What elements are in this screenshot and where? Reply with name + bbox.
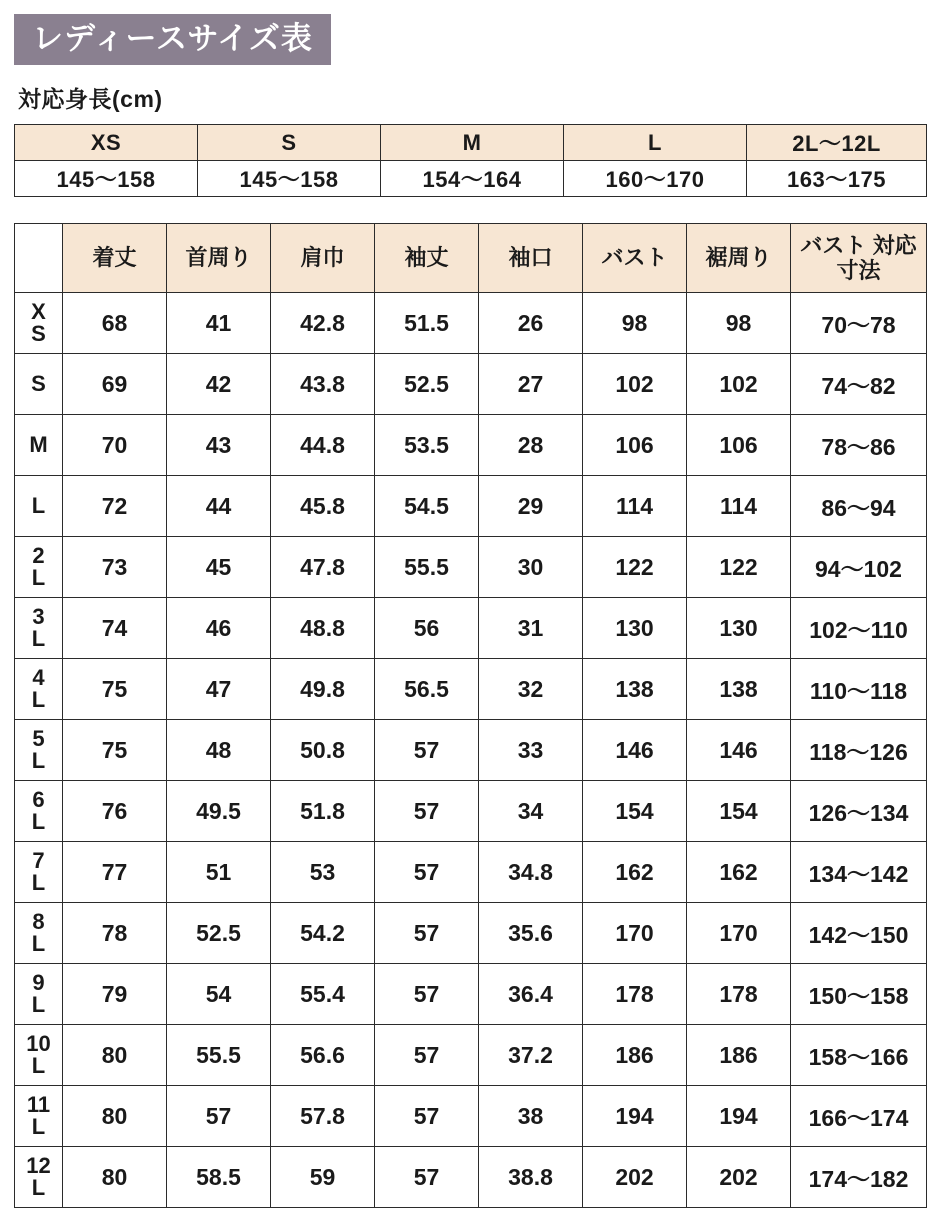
measurement-cell: 57 — [375, 1025, 479, 1086]
table-row — [15, 903, 927, 964]
measurement-cell: 53 — [271, 842, 375, 903]
measurement-cell: 57 — [375, 720, 479, 781]
measurement-cell: 122 — [687, 537, 791, 598]
measurement-cell: 146 — [583, 720, 687, 781]
measurement-cell: 51.5 — [375, 293, 479, 354]
measurement-cell: 80 — [63, 1086, 167, 1147]
measurement-cell: 56.5 — [375, 659, 479, 720]
table-row — [15, 1025, 927, 1086]
measurement-cell: 57.8 — [271, 1086, 375, 1147]
measurement-cell: 98 — [583, 293, 687, 354]
measurement-cell: 51 — [167, 842, 271, 903]
table-row — [15, 720, 927, 781]
height-size-cell: M — [381, 125, 564, 161]
measurement-cell: 80 — [63, 1147, 167, 1208]
measurement-cell: 45.8 — [271, 476, 375, 537]
row-header-size-line: 2 — [32, 543, 45, 568]
measurement-cell: 69 — [63, 354, 167, 415]
height-range-cell: 145〜158 — [198, 161, 381, 197]
measurement-cell: 154 — [687, 781, 791, 842]
measurement-cell: 178 — [687, 964, 791, 1025]
measurement-cell: 52.5 — [375, 354, 479, 415]
row-header-size — [15, 293, 63, 354]
height-table — [14, 124, 927, 197]
column-header-kubimawari: 首周り — [167, 224, 271, 293]
table-row — [15, 537, 927, 598]
row-header-size-line: L — [31, 1175, 46, 1200]
column-header-bust-taiousunpou — [791, 224, 927, 293]
table-row — [15, 476, 927, 537]
measurement-cell: 30 — [479, 537, 583, 598]
row-header-size-line: L — [31, 687, 46, 712]
measurement-cell: 33 — [479, 720, 583, 781]
measurement-cell: 49.8 — [271, 659, 375, 720]
row-header-size — [15, 354, 63, 415]
measurement-cell: 48.8 — [271, 598, 375, 659]
measurement-cell: 51.8 — [271, 781, 375, 842]
height-size-cell: S — [198, 125, 381, 161]
row-header-size-line: 10 — [26, 1031, 51, 1056]
row-header-size-line: L — [31, 748, 46, 773]
measurement-cell: 170 — [687, 903, 791, 964]
measurement-cell: 77 — [63, 842, 167, 903]
table-row — [15, 598, 927, 659]
measurement-cell: 42.8 — [271, 293, 375, 354]
measurement-cell: 43 — [167, 415, 271, 476]
row-header-size-line: 5 — [32, 726, 45, 751]
measurement-cell: 146 — [687, 720, 791, 781]
row-header-size-line: M — [29, 432, 48, 457]
row-header-size-line: 6 — [32, 787, 45, 812]
measurement-cell: 94〜102 — [791, 537, 927, 598]
measurement-cell: 202 — [583, 1147, 687, 1208]
row-header-size-line: 3 — [32, 604, 45, 629]
measurement-cell: 57 — [375, 842, 479, 903]
measurement-cell: 45 — [167, 537, 271, 598]
row-header-size — [15, 1147, 63, 1208]
measurement-cell: 75 — [63, 659, 167, 720]
measurement-cell: 38.8 — [479, 1147, 583, 1208]
row-header-size-line: L — [31, 626, 46, 651]
measurement-cell: 58.5 — [167, 1147, 271, 1208]
row-header-size — [15, 1086, 63, 1147]
measurement-cell: 178 — [583, 964, 687, 1025]
row-header-size-line: L — [31, 565, 46, 590]
measurement-cell: 57 — [375, 1086, 479, 1147]
row-header-size — [15, 720, 63, 781]
measurement-cell: 138 — [583, 659, 687, 720]
measurement-cell: 134〜142 — [791, 842, 927, 903]
measurement-cell: 27 — [479, 354, 583, 415]
measurement-cell: 158〜166 — [791, 1025, 927, 1086]
measurement-cell: 57 — [375, 1147, 479, 1208]
table-row — [15, 1086, 927, 1147]
measurement-cell: 186 — [687, 1025, 791, 1086]
bust-head-line1: バスト — [800, 232, 867, 258]
height-size-cell: XS — [15, 125, 198, 161]
measurement-cell: 162 — [687, 842, 791, 903]
measurement-cell: 102 — [583, 354, 687, 415]
measurement-cell: 170 — [583, 903, 687, 964]
measurement-cell: 44 — [167, 476, 271, 537]
measurement-cell: 150〜158 — [791, 964, 927, 1025]
measurement-cell: 162 — [583, 842, 687, 903]
measurement-cell: 59 — [271, 1147, 375, 1208]
table-row — [15, 964, 927, 1025]
height-range-cell: 160〜170 — [564, 161, 747, 197]
measurement-cell: 32 — [479, 659, 583, 720]
row-header-size — [15, 537, 63, 598]
column-header-katahaba: 肩巾 — [271, 224, 375, 293]
measurement-cell: 56.6 — [271, 1025, 375, 1086]
measurement-cell: 47.8 — [271, 537, 375, 598]
measurement-cell: 31 — [479, 598, 583, 659]
measurement-cell: 202 — [687, 1147, 791, 1208]
measurement-cell: 37.2 — [479, 1025, 583, 1086]
measurement-cell: 35.6 — [479, 903, 583, 964]
measurement-cell: 34.8 — [479, 842, 583, 903]
measurement-cell: 76 — [63, 781, 167, 842]
measurement-cell: 138 — [687, 659, 791, 720]
row-header-size — [15, 1025, 63, 1086]
measurement-cell: 28 — [479, 415, 583, 476]
row-header-size — [15, 842, 63, 903]
column-header-sodeguchi: 袖口 — [479, 224, 583, 293]
measurement-cell: 110〜118 — [791, 659, 927, 720]
measurement-cell: 55.4 — [271, 964, 375, 1025]
table-row — [15, 293, 927, 354]
column-header-sodetake: 袖丈 — [375, 224, 479, 293]
measurement-cell: 38 — [479, 1086, 583, 1147]
measurement-cell: 54.2 — [271, 903, 375, 964]
measurement-cell: 122 — [583, 537, 687, 598]
measurement-cell: 166〜174 — [791, 1086, 927, 1147]
measurement-cell: 54 — [167, 964, 271, 1025]
row-header-size — [15, 415, 63, 476]
measurement-cell: 79 — [63, 964, 167, 1025]
height-size-cell: L — [564, 125, 747, 161]
column-header-bust: バスト — [583, 224, 687, 293]
row-header-size-line: L — [31, 992, 46, 1017]
height-section-label: 対応身長(cm) — [18, 86, 163, 112]
measurement-cell: 194 — [687, 1086, 791, 1147]
measurement-header-row — [15, 224, 927, 293]
measurement-cell: 68 — [63, 293, 167, 354]
measurement-cell: 57 — [375, 903, 479, 964]
row-header-size — [15, 659, 63, 720]
measurement-cell: 102 — [687, 354, 791, 415]
height-table-header-row — [15, 125, 927, 161]
row-header-size-line: 12 — [26, 1153, 51, 1178]
measurement-cell: 47 — [167, 659, 271, 720]
bust-head-line2: 対応寸法 — [836, 232, 917, 283]
measurement-cell: 54.5 — [375, 476, 479, 537]
measurement-cell: 36.4 — [479, 964, 583, 1025]
measurement-cell: 186 — [583, 1025, 687, 1086]
row-header-size-line: 9 — [32, 970, 45, 995]
row-header-size-line: 11 — [26, 1092, 51, 1117]
height-range-cell: 163〜175 — [747, 161, 927, 197]
measurement-cell: 57 — [375, 781, 479, 842]
measurement-cell: 52.5 — [167, 903, 271, 964]
row-header-size — [15, 964, 63, 1025]
measurement-cell: 55.5 — [167, 1025, 271, 1086]
column-header-kitake: 着丈 — [63, 224, 167, 293]
row-header-size-line: L — [31, 493, 46, 518]
measurement-corner-cell — [15, 224, 63, 293]
measurement-table — [14, 223, 927, 1208]
measurement-cell: 78〜86 — [791, 415, 927, 476]
measurement-cell: 26 — [479, 293, 583, 354]
measurement-cell: 44.8 — [271, 415, 375, 476]
height-size-cell: 2L〜12L — [747, 125, 927, 161]
row-header-size-line: S — [31, 371, 46, 396]
table-row — [15, 659, 927, 720]
measurement-cell: 114 — [687, 476, 791, 537]
table-row — [15, 1147, 927, 1208]
row-header-size-line: 4 — [32, 665, 45, 690]
row-header-size-line: L — [31, 1053, 46, 1078]
row-header-size — [15, 476, 63, 537]
row-header-size-line: 7 — [32, 848, 45, 873]
row-header-size — [15, 903, 63, 964]
measurement-cell: 50.8 — [271, 720, 375, 781]
measurement-cell: 70〜78 — [791, 293, 927, 354]
table-row — [15, 842, 927, 903]
measurement-cell: 130 — [583, 598, 687, 659]
table-row — [15, 354, 927, 415]
row-header-size — [15, 781, 63, 842]
measurement-cell: 130 — [687, 598, 791, 659]
measurement-cell: 80 — [63, 1025, 167, 1086]
row-header-size-line: L — [31, 931, 46, 956]
table-row — [15, 415, 927, 476]
measurement-cell: 142〜150 — [791, 903, 927, 964]
measurement-cell: 34 — [479, 781, 583, 842]
measurement-cell: 75 — [63, 720, 167, 781]
column-header-susomawari: 裾周り — [687, 224, 791, 293]
measurement-cell: 57 — [167, 1086, 271, 1147]
measurement-cell: 106 — [583, 415, 687, 476]
measurement-cell: 154 — [583, 781, 687, 842]
measurement-cell: 42 — [167, 354, 271, 415]
height-range-cell: 154〜164 — [381, 161, 564, 197]
measurement-cell: 74〜82 — [791, 354, 927, 415]
measurement-cell: 55.5 — [375, 537, 479, 598]
row-header-size-line: X — [31, 299, 46, 324]
measurement-cell: 41 — [167, 293, 271, 354]
row-header-size-line: L — [31, 809, 46, 834]
measurement-cell: 86〜94 — [791, 476, 927, 537]
measurement-cell: 43.8 — [271, 354, 375, 415]
measurement-cell: 174〜182 — [791, 1147, 927, 1208]
measurement-cell: 118〜126 — [791, 720, 927, 781]
measurement-cell: 70 — [63, 415, 167, 476]
measurement-cell: 46 — [167, 598, 271, 659]
row-header-size-line: 8 — [32, 909, 45, 934]
row-header-size-line: S — [31, 321, 46, 346]
measurement-cell: 48 — [167, 720, 271, 781]
measurement-cell: 53.5 — [375, 415, 479, 476]
table-row — [15, 781, 927, 842]
measurement-cell: 57 — [375, 964, 479, 1025]
measurement-cell: 78 — [63, 903, 167, 964]
measurement-cell: 194 — [583, 1086, 687, 1147]
height-range-cell: 145〜158 — [15, 161, 198, 197]
row-header-size — [15, 598, 63, 659]
measurement-cell: 102〜110 — [791, 598, 927, 659]
measurement-cell: 29 — [479, 476, 583, 537]
measurement-cell: 49.5 — [167, 781, 271, 842]
page-title: レディースサイズ表 — [14, 14, 331, 65]
measurement-cell: 73 — [63, 537, 167, 598]
measurement-cell: 72 — [63, 476, 167, 537]
height-table-value-row — [15, 161, 927, 197]
measurement-cell: 126〜134 — [791, 781, 927, 842]
measurement-cell: 106 — [687, 415, 791, 476]
measurement-cell: 98 — [687, 293, 791, 354]
measurement-cell: 74 — [63, 598, 167, 659]
measurement-cell: 114 — [583, 476, 687, 537]
measurement-cell: 56 — [375, 598, 479, 659]
row-header-size-line: L — [31, 870, 46, 895]
row-header-size-line: L — [31, 1114, 46, 1139]
measurement-body — [15, 293, 927, 1208]
